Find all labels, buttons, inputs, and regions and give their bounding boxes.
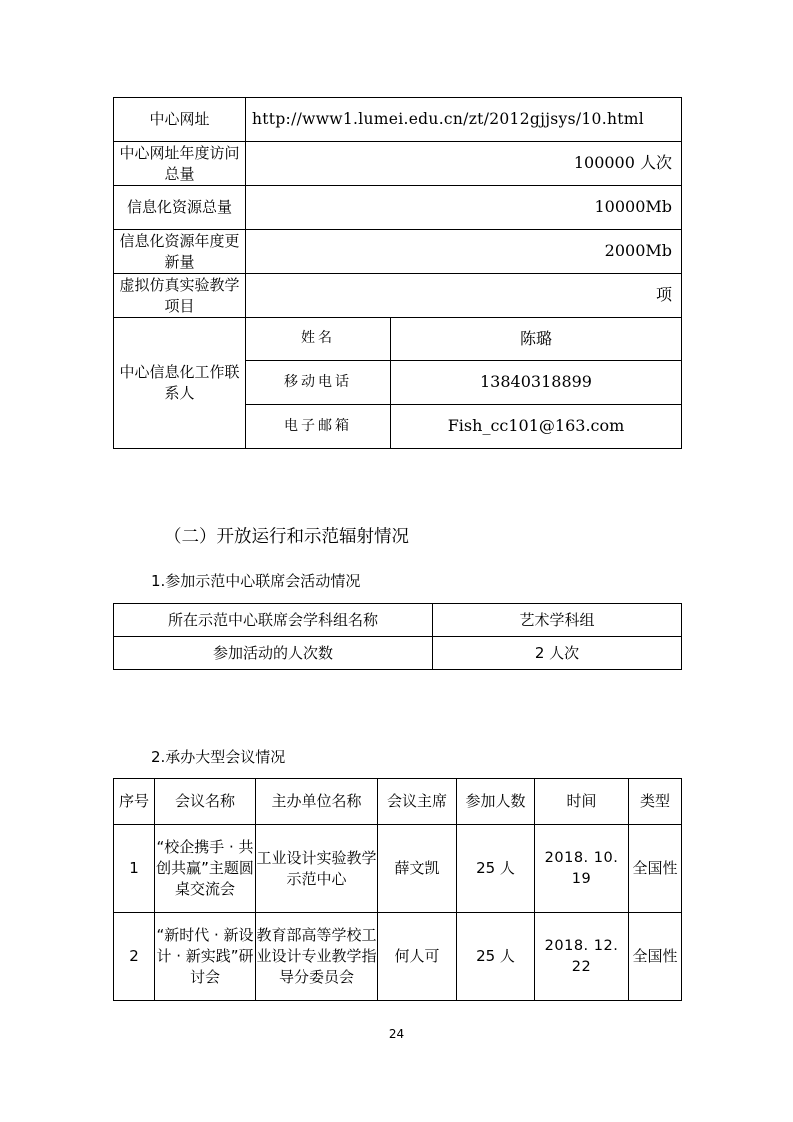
table-cell: 全国性: [629, 913, 682, 1001]
header-cell: 序号: [114, 779, 155, 825]
table-cell: “校企携手 · 共创共赢”主题圆桌交流会: [155, 825, 256, 913]
table-cell: 何人可: [378, 913, 457, 1001]
header-cell: 类型: [629, 779, 682, 825]
table-row: [114, 913, 682, 1001]
table-cell: 薛文凯: [378, 825, 457, 913]
meetings-table: [113, 778, 682, 1001]
table-cell: “新时代 · 新设计 · 新实践”研讨会: [155, 913, 256, 1001]
table-cell: 工业设计实验教学示范中心: [256, 825, 378, 913]
count-value: 2 人次: [433, 637, 682, 670]
url-label: 中心网址: [114, 98, 246, 142]
alliance-table: [113, 603, 682, 670]
count-label: 参加活动的人次数: [114, 637, 433, 670]
header-cell: 会议名称: [155, 779, 256, 825]
table-cell: 1: [114, 825, 155, 913]
phone-label: 移动电话: [246, 361, 391, 405]
table-cell: 2018. 12. 22: [535, 913, 629, 1001]
subsection-heading-2: 2.承办大型会议情况: [151, 748, 286, 766]
contact-label: 中心信息化工作联系人: [114, 318, 246, 449]
table-cell: 教育部高等学校工业设计专业教学指导分委员会: [256, 913, 378, 1001]
url-value: http://www1.lumei.edu.cn/zt/2012gjjsys/10.html: [246, 98, 682, 142]
header-cell: 会议主席: [378, 779, 457, 825]
phone-value: 13840318899: [391, 361, 682, 405]
group-value: 艺术学科组: [433, 604, 682, 637]
page-number: 24: [388, 1027, 405, 1041]
table-cell: 25 人: [457, 913, 535, 1001]
name-value: 陈璐: [391, 318, 682, 361]
email-value: Fish_cc101@163.com: [391, 405, 682, 449]
header-cell: 主办单位名称: [256, 779, 378, 825]
table-header-row: [114, 779, 682, 825]
visits-label: 中心网址年度访问总量: [114, 142, 246, 186]
table-cell: 25 人: [457, 825, 535, 913]
header-cell: 时间: [535, 779, 629, 825]
subsection-heading-1: 1.参加示范中心联席会活动情况: [151, 572, 361, 590]
info-table: [113, 97, 682, 449]
header-cell: 参加人数: [457, 779, 535, 825]
name-label: 姓名: [246, 318, 391, 361]
table-cell: 2018. 10. 19: [535, 825, 629, 913]
resource-total-label: 信息化资源总量: [114, 186, 246, 230]
resource-update-label: 信息化资源年度更新量: [114, 230, 246, 274]
table-cell: 2: [114, 913, 155, 1001]
visits-value: 100000 人次: [246, 142, 682, 186]
table-row: [114, 825, 682, 913]
group-label: 所在示范中心联席会学科组名称: [114, 604, 433, 637]
virtual-value: 项: [246, 274, 682, 318]
email-label: 电子邮箱: [246, 405, 391, 449]
table-cell: 全国性: [629, 825, 682, 913]
resource-total-value: 10000Mb: [246, 186, 682, 230]
virtual-label: 虚拟仿真实验教学项目: [114, 274, 246, 318]
section-heading: （二）开放运行和示范辐射情况: [164, 527, 409, 547]
resource-update-value: 2000Mb: [246, 230, 682, 274]
